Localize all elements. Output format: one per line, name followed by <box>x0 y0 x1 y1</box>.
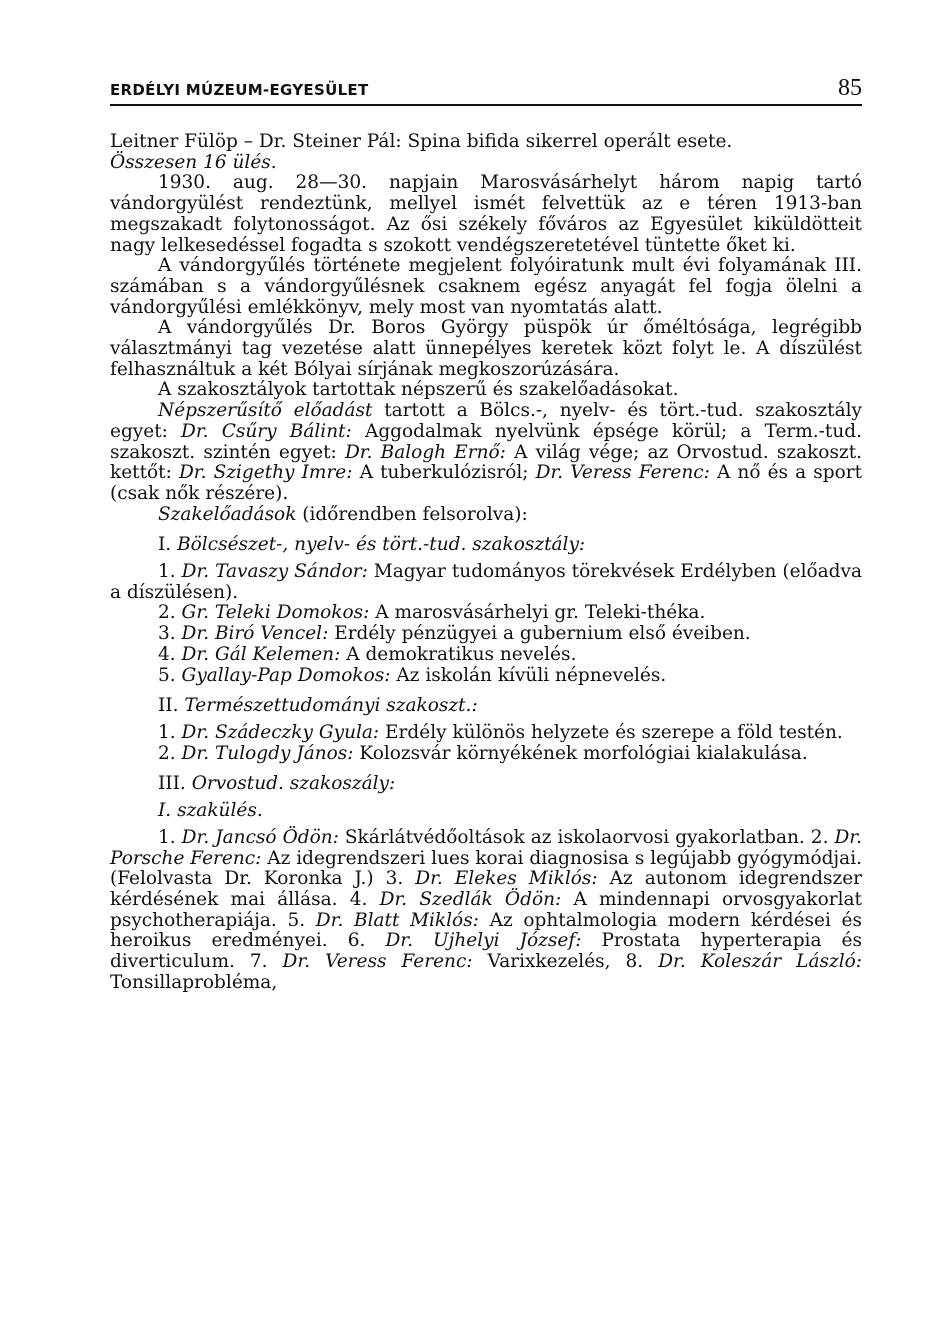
section-3-heading <box>110 774 862 795</box>
list-item <box>110 603 862 624</box>
author-name: Dr. Elekes Miklós: <box>415 868 598 890</box>
text-run: A mindennapi orvosgyakorlat psychotherapiája. 5. <box>110 888 862 931</box>
section-title: Bölcsészet-, nyelv- és tört.-tud. szakosztály: <box>177 534 586 556</box>
lecture-title: Kolozsvár környékének morfológiai kialakulása. <box>353 742 808 764</box>
item-number: 1. <box>158 721 182 743</box>
item-number: 2. <box>158 602 182 624</box>
body-text <box>110 132 862 993</box>
paragraph-szakeloadasok <box>110 505 862 526</box>
section-number: III. <box>158 773 192 795</box>
paragraph-steiner-spina-bifida: Leitner Fülöp – Dr. Steiner Pál: Spina bifida sikerrel operált esete. <box>110 131 733 152</box>
nepszerusito-label: Népszerűsítő előadást <box>158 400 373 422</box>
text-run: Skárlátvédőoltások az iskolaorvosi gyakorlatban. 2. <box>338 826 835 848</box>
author-name: Dr. Tavaszy Sándor: <box>181 561 368 583</box>
author-name: Dr. Biró Vencel: <box>181 623 329 645</box>
szakeloadasok-label: Szakelőadások <box>158 503 297 525</box>
item-number: 2. <box>158 742 182 764</box>
text-run: Tonsillaprobléma, <box>110 971 278 993</box>
lecture-title: A marosvásárhelyi gr. Teleki-théka. <box>369 602 706 624</box>
paragraph-vandorgyules: 1930. aug. 28—30. napjain Marosvásárhelyt három napig tartó vándorgyülést rendeztünk, mellyel ismét felvettük az e téren 1913-ban megszakadt folytonosságot. Az ősi székely főváros az Egyesület kiküldötteit nagy lelkesedéssel fogadta s szokott vendégszeretetével tüntette őket ki. <box>110 172 862 256</box>
section-2-list <box>110 723 862 764</box>
page-header <box>110 74 862 106</box>
author-name: Dr. Szigethy Imre: <box>178 462 353 484</box>
item-number: 5. <box>158 664 182 686</box>
paragraph-diszules: A vándorgyűlés Dr. Boros György püspök úr őméltósága, legrégibb választmányi tag vezetése alatt ünnepélyes keretek közt folyt le. A díszülést felhasználtuk a két Bólyai sírjának megkoszorúzására. <box>110 317 862 380</box>
lecture-title: Magyar tudományos törekvések Erdélyben (előadva a díszülésen). <box>110 561 862 603</box>
author-name: Dr. Gál Kelemen: <box>181 643 341 665</box>
lecture-title: Erdély pénzügyei a gubernium első éveiben. <box>328 623 751 645</box>
text-run: Az idegrendszeri lues korai diagnosisa s legújabb gyógymódjai. (Felolvasta Dr. Koronka J.) 3. <box>110 847 862 890</box>
subsection-title: I. szakülés. <box>158 800 263 822</box>
item-number: 3. <box>158 623 182 645</box>
author-name: Dr. Koleszár László: <box>658 951 862 973</box>
text-run: Aggodalmak nyelvünk épsége körül; a Term.-tud. szakoszt. szintén egyet: <box>110 420 863 463</box>
author-name: Dr. Szedlák Ödön: <box>379 888 562 910</box>
lecture-title: Az iskolán kívüli népnevelés. <box>390 664 667 686</box>
text-run: Prostata hyperterapia és diverticulum. 7. <box>110 930 863 973</box>
section-title: Természettudományi szakoszt.: <box>184 695 478 717</box>
text-run: 1. <box>158 826 182 848</box>
lecture-title: A demokratikus nevelés. <box>340 643 577 665</box>
author-name: Dr. Tulogdy János: <box>181 742 354 764</box>
author-name: Dr. Ujhelyi József: <box>385 930 582 952</box>
author-name: Dr. Jancsó Ödön: <box>181 826 339 848</box>
list-item <box>110 723 862 744</box>
text-run: A világ vége; az Orvostud. szakoszt. kettőt: <box>110 441 863 484</box>
author-name: Dr. Csűry Bálint: <box>181 420 352 442</box>
list-item <box>110 562 862 603</box>
text-run: A tuberkulózisról; <box>352 462 536 484</box>
list-item <box>110 744 862 765</box>
section-3-paragraph <box>110 828 862 994</box>
text-run: Varixkezelés, 8. <box>472 951 659 973</box>
sessions-total <box>110 153 862 174</box>
page-number: 85 <box>838 75 862 101</box>
author-name: Dr. Blatt Miklós: <box>315 909 479 931</box>
text-run: A nő és a sport (csak nők részére). <box>110 462 863 504</box>
section-2-heading <box>110 696 862 717</box>
list-item <box>110 624 862 645</box>
section-title: Orvostud. szakoszály: <box>191 773 396 795</box>
text-run: tartott a Bölcs.-, nyelv- és tört.-tud. szakosztály egyet: <box>110 400 862 442</box>
section-number: II. <box>158 695 185 717</box>
author-name: Gr. Teleki Domokos: <box>181 602 370 624</box>
author-name: Dr. Porsche Ferenc: <box>110 826 862 869</box>
running-title: ERDÉLYI MÚZEUM-EGYESÜLET <box>110 81 369 99</box>
text-run: Az autonom idegrendszer kérdésének mai állása. 4. <box>110 868 862 910</box>
section-1-list <box>110 562 862 686</box>
section-3-subheading <box>110 801 862 822</box>
paragraph-nepszerusito <box>110 401 862 505</box>
text-run: Az ophtalmologia modern kérdései és heroikus eredményei. 6. <box>110 909 862 952</box>
section-1-heading <box>110 535 862 556</box>
author-name: Dr. Veress Ferenc: <box>535 462 710 484</box>
list-item <box>110 645 862 666</box>
item-number: 4. <box>158 643 182 665</box>
author-name: Dr. Szádeczky Gyula: <box>181 721 380 743</box>
text-run: (időrendben felsorolva): <box>296 503 528 525</box>
sessions-total-text: Összesen 16 ülés. <box>110 151 277 173</box>
list-item <box>110 666 862 687</box>
paragraph-szakosztalyok: A szakosztályok tartottak népszerű és szakelőadásokat. <box>158 379 679 401</box>
lecture-title: Erdély különös helyzete és szerepe a föld testén. <box>379 721 843 743</box>
author-name: Dr. Veress Ferenc: <box>282 951 473 973</box>
section-number: I. <box>158 534 178 556</box>
item-number: 1. <box>158 561 182 583</box>
author-name: Dr. Balogh Ernő: <box>344 441 506 463</box>
author-name: Gyallay-Pap Domokos: <box>181 664 391 686</box>
paragraph-vandorgyules-tortenete: A vándorgyűlés története megjelent folyóiratunk mult évi folyamának III. számában s a vándorgyűlésnek csaknem egész anyagát fel fogja ölelni a vándorgyűlési emlékkönyv, mely most van nyomtatás alatt. <box>110 255 862 318</box>
